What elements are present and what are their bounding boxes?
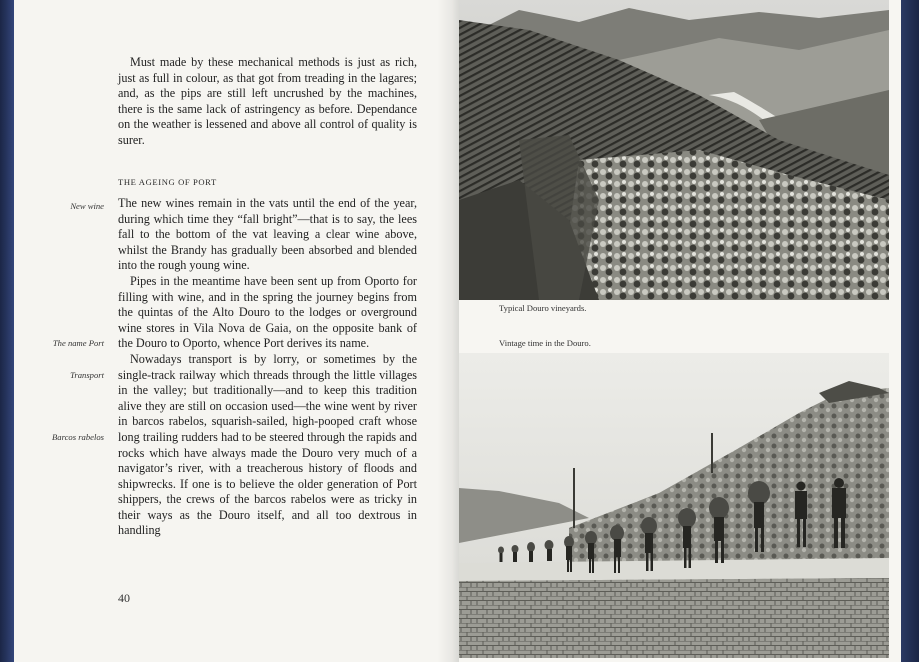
margin-note-name-port: The name Port bbox=[52, 338, 104, 348]
section-heading: THE AGEING OF PORT bbox=[118, 177, 217, 187]
intro-text: Must made by these mechanical methods is just as rich, just as full in colour, as that got from treading in the lagares; and, as the pips are still left uncrushed by the machines, there is the same lack of astringency as before. Dependance on the weather is lessened and above all control of quality is surer. bbox=[118, 55, 417, 147]
book-cover-edge-right bbox=[901, 0, 919, 662]
margin-note-barcos: Barcos rabelos bbox=[52, 432, 104, 442]
paragraph-transport: Nowadays transport is by lorry, or sometimes by the single-track railway which threads through the little villages in the valley; but traditionally—and to keep this tradition alive they are still on occasion used—the wine went by river in barcos rabelos, squarish-sailed, high-pooped craft whose long trailing rudders had to be steered through the rapids and rocks which have always made the Douro very much of a navigator’s river, with a treacherous history of floods and shipwrecks. If one is to believe the older generation of Port shippers, the crews of the barcos rabelos were as tricky in their ways as the Douro itself, and all too dextrous in handling bbox=[118, 351, 417, 538]
gutter-shadow bbox=[437, 0, 459, 662]
intro-paragraph bbox=[118, 55, 417, 149]
vintage-procession-photo bbox=[459, 353, 889, 658]
paragraph-new-wine: The new wines remain in the vats until the end of the year, during which time they “fall bright”—that is to say, the lees fall to the bottom of the vat leaving a clear wine above, whilst the Brandy has gradually been absorbed and blended into the rough young wine. bbox=[118, 196, 417, 273]
vineyard-photo bbox=[459, 0, 889, 300]
caption-vintage-time: Vintage time in the Douro. bbox=[499, 338, 591, 348]
caption-vineyards: Typical Douro vineyards. bbox=[499, 303, 587, 313]
margin-note-transport: Transport bbox=[70, 370, 104, 380]
book-cover-edge-left bbox=[0, 0, 14, 662]
margin-note-new-wine: New wine bbox=[70, 201, 104, 211]
main-text-block bbox=[118, 196, 417, 539]
page-number: 40 bbox=[118, 591, 130, 605]
paragraph-pipes: Pipes in the meantime have been sent up from Oporto for filling with wine, and in the spring the journey begins from the quintas of the Alto Douro to the lodges or overground wine stores in Vila Nova de Gaia, on the opposite bank of the Douro to Oporto, whence Port derives its name. bbox=[118, 273, 417, 351]
